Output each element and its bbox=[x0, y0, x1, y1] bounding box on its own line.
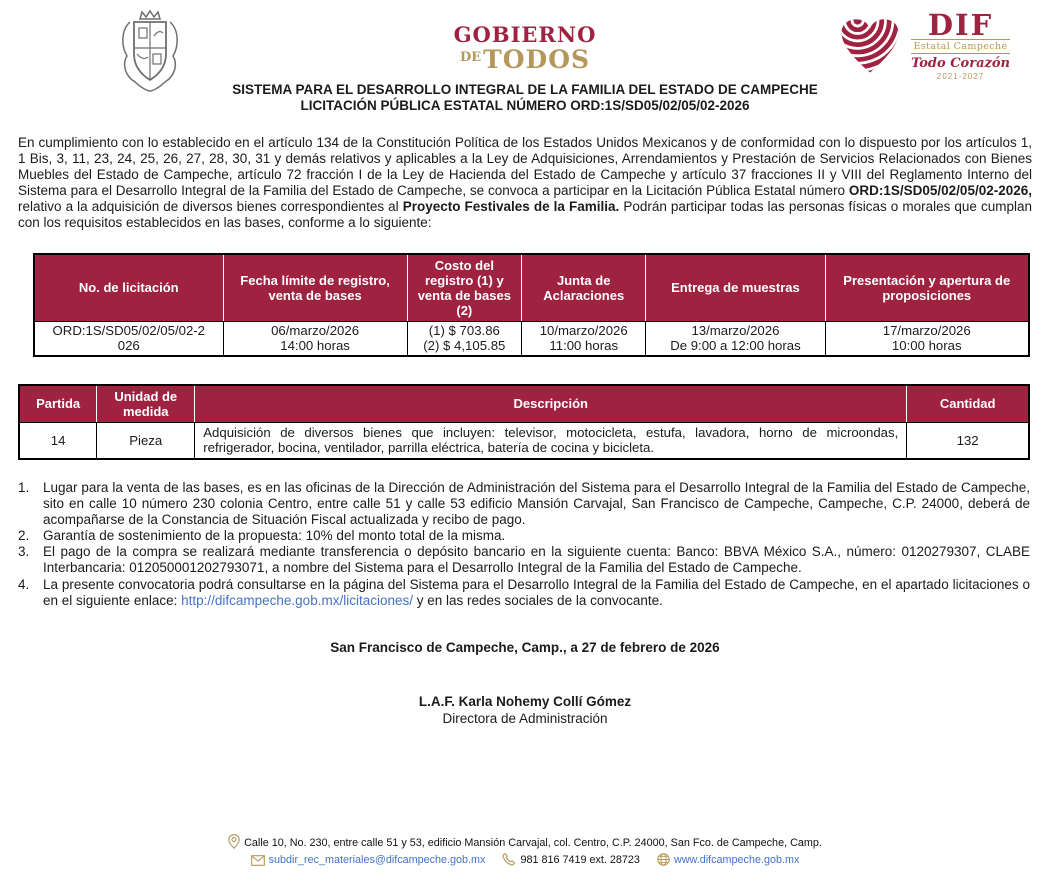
gobierno-word: GOBIERNO bbox=[453, 22, 597, 47]
table-header-row bbox=[34, 254, 1029, 322]
signer-name: L.A.F. Karla Nohemy Collí Gómez bbox=[418, 693, 632, 709]
project-name: Proyecto Festivales de la Familia. bbox=[402, 199, 620, 215]
col-header-descripcion: Descripción bbox=[195, 385, 907, 423]
globe-icon bbox=[657, 853, 670, 866]
col-header-partida: Partida bbox=[19, 385, 97, 423]
intro-text-2: relativo a la adquisición de diversos bienes correspondientes al bbox=[18, 199, 403, 215]
cell-licitacion bbox=[34, 321, 223, 356]
cell-junta bbox=[522, 321, 646, 356]
col-header-muestras: Entrega de muestras bbox=[646, 254, 825, 322]
items-table bbox=[18, 384, 1030, 460]
dif-campeche-logo bbox=[839, 8, 1010, 81]
licitacion-number: ORD:1S/SD05/02/05/02-2026, bbox=[848, 183, 1032, 199]
list-item-number: 4. bbox=[18, 576, 30, 592]
cell-cantidad: 132 bbox=[907, 422, 1029, 459]
footer-contact-line bbox=[0, 852, 1050, 869]
list-item-text: El pago de la compra se realizará mediante transferencia o depósito bancario en la siguiente cuenta: Banco: BBVA México S.A., número: 0120279307, CLABE Interbancaria: 012050001202793071, a nombre del Sistema para el Desarrollo Integral de la Familia del Estado de Campeche. bbox=[43, 544, 1030, 576]
col-header-cantidad: Cantidad bbox=[907, 385, 1029, 423]
footer-phone: 981 816 7419 ext. 28723 bbox=[520, 854, 640, 866]
intro-text-1: En cumplimiento con lo establecido en el artículo 134 de la Constitución Política de los Estados Unidos Mexicanos y de conformidad con lo dispuesto por los artículos 1, 1 Bis, 3, 11, 23, 24, 25, 26, 27, 28, 30, 31 y demás relativos y aplicables a la Ley de Adquisiciones, Arrendamientos y Prestación de Servicios Relacionados con Bienes Muebles del Estado de Campeche, artículo 72 fracción I de la Ley de Hacienda del Estado de Campeche y artículo 37 fracciones II y VIII del Reglamento Interno del Sistema para el Desarrollo Integral de la Familia del Estado de Campeche, se convoca a participar en la Licitación Pública Estatal número bbox=[18, 135, 1032, 199]
col-header-proposiciones: Presentación y apertura de proposiciones bbox=[825, 254, 1029, 322]
col-header-licitacion: No. de licitación bbox=[34, 254, 223, 322]
list-item-text-pre: La presente convocatoria podrá consultarse en la página del Sistema para el Desarrollo Integral de la Familia del Estado de Campeche, en el apartado licitaciones o en el siguiente enlace: bbox=[43, 576, 1030, 608]
table-header-row bbox=[19, 385, 1029, 423]
licitaciones-link[interactable]: http://difcampeche.gob.mx/licitaciones/ bbox=[181, 592, 413, 608]
list-item bbox=[18, 528, 1030, 544]
document-title-line1: SISTEMA PARA EL DESARROLLO INTEGRAL DE LA FAMILIA DEL ESTADO DE CAMPECHE bbox=[232, 82, 818, 97]
list-item bbox=[18, 480, 1030, 528]
col-header-junta: Junta de Aclaraciones bbox=[522, 254, 646, 322]
todos-word: TODOS bbox=[483, 45, 591, 74]
intro-paragraph bbox=[18, 135, 1032, 232]
conditions-list bbox=[18, 480, 1030, 609]
document-title-line2: LICITACIÓN PÚBLICA ESTATAL NÚMERO ORD:1S/SD05/02/05/02-2026 bbox=[300, 98, 750, 113]
cell-muestras bbox=[646, 321, 825, 356]
list-item-text bbox=[43, 577, 1030, 609]
document-title bbox=[0, 82, 1050, 114]
footer-address: Calle 10, No. 230, entre calle 51 y 53, edificio Mansión Carvajal, col. Centro, C.P. 24000, San Fco. de Campeche, Camp. bbox=[244, 837, 822, 849]
list-item-number: 3. bbox=[18, 544, 30, 560]
de-word: DE bbox=[459, 50, 482, 65]
cell-line: 13/marzo/2026 bbox=[691, 322, 780, 338]
cell-fecha-limite bbox=[223, 321, 407, 356]
list-item bbox=[18, 544, 1030, 576]
page-footer bbox=[0, 834, 1050, 869]
list-item bbox=[18, 577, 1030, 609]
table-row bbox=[34, 321, 1029, 356]
col-header-fecha-limite: Fecha límite de registro, venta de bases bbox=[223, 254, 407, 322]
list-item-text: Garantía de sostenimiento de la propuesta: 10% del monto total de la misma. bbox=[43, 528, 506, 544]
cell-proposiciones bbox=[825, 321, 1029, 356]
cell-line: 06/marzo/2026 bbox=[271, 322, 360, 338]
phone-icon bbox=[502, 853, 516, 866]
list-item-text-post: y en las redes sociales de la convocante. bbox=[412, 592, 663, 608]
cell-line: 026 bbox=[117, 338, 140, 354]
cell-unidad: Pieza bbox=[97, 422, 195, 459]
cell-costo bbox=[407, 321, 521, 356]
email-icon bbox=[251, 855, 265, 866]
document-header bbox=[0, 0, 1050, 125]
dif-slogan: Todo Corazón bbox=[911, 56, 1010, 71]
list-item-text: Lugar para la venta de las bases, es en las oficinas de la Dirección de Administración del Sistema para el Desarrollo Integral de la Familia del Estado de Campeche, sito en calle 10 número 230 colonia Centro, entre calle 51 y calle 53 edificio Mansión Carvajal, San Francisco de Campeche, Campeche, C.P. 24000, deberá de acompañarse de la Constancia de Situación Fiscal actualizada y recibo de pago. bbox=[43, 479, 1030, 528]
cell-line: 14:00 horas bbox=[280, 338, 350, 354]
date-line: San Francisco de Campeche, Camp., a 27 de febrero de 2026 bbox=[330, 639, 720, 655]
dif-period: 2021-2027 bbox=[936, 72, 985, 81]
list-item-number: 2. bbox=[18, 528, 30, 544]
footer-address-line bbox=[0, 834, 1050, 852]
cell-descripcion: Adquisición de diversos bienes que incluyen: televisor, motocicleta, estufa, lavadora, horno de microondas, refrigerador, bocina, ventilador, parrilla eléctrica, batería de cocina y bicicleta. bbox=[195, 422, 907, 459]
cell-line: (2) $ 4,105.85 bbox=[423, 338, 506, 354]
cell-line: ORD:1S/SD05/02/05/02-2 bbox=[52, 322, 206, 338]
signature-block bbox=[0, 693, 1050, 727]
footer-website[interactable]: www.difcampeche.gob.mx bbox=[673, 854, 800, 866]
cell-line: 11:00 horas bbox=[549, 338, 619, 354]
cell-line: 10/marzo/2026 bbox=[539, 322, 628, 338]
intro-text-3: Podrán participar todas las personas físicas o morales que cumplan con los requisitos establecidos en las bases, conforme a lo siguiente: bbox=[18, 199, 1032, 231]
footer-email[interactable]: subdir_rec_materiales@difcampeche.gob.mx bbox=[268, 854, 486, 866]
cell-partida: 14 bbox=[19, 422, 97, 459]
col-header-costo: Costo del registro (1) y venta de bases (2) bbox=[407, 254, 521, 322]
cell-line: 10:00 horas bbox=[891, 338, 962, 354]
list-item-number: 1. bbox=[18, 479, 30, 495]
cell-line: 17/marzo/2026 bbox=[882, 322, 971, 338]
signer-title: Directora de Administración bbox=[442, 710, 608, 726]
dif-heart-icon bbox=[839, 18, 901, 75]
dif-name: DIF bbox=[927, 8, 994, 42]
dif-logo-text bbox=[911, 8, 1010, 81]
location-pin-icon bbox=[228, 834, 240, 849]
dif-subtitle: Estatal Campeche bbox=[911, 39, 1010, 54]
cell-line: (1) $ 703.86 bbox=[428, 322, 500, 338]
tender-schedule-table bbox=[33, 253, 1030, 357]
cell-line: De 9:00 a 12:00 horas bbox=[670, 338, 801, 354]
col-header-unidad: Unidad de medida bbox=[97, 385, 195, 423]
table-row bbox=[19, 422, 1029, 459]
